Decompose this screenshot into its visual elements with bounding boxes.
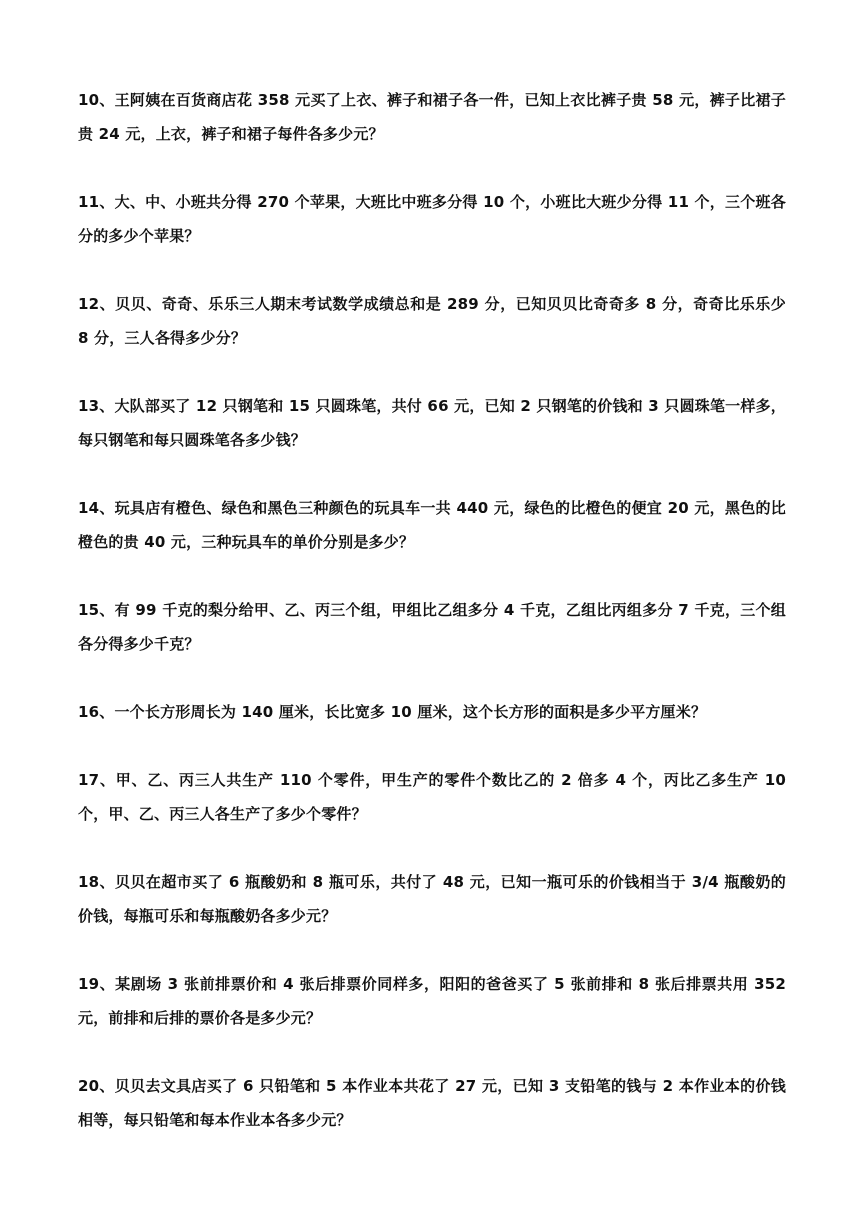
problem-11: 11、大、中、小班共分得 270 个苹果，大班比中班多分得 10 个，小班比大班少分得 11 个，三个班各分的多少个苹果？ (78, 193, 786, 245)
problem-17: 17、甲、乙、丙三人共生产 110 个零件，甲生产的零件个数比乙的 2 倍多 4 个，丙比乙多生产 10 个，甲、乙、丙三人各生产了多少个零件？ (78, 771, 786, 823)
problem-12: 12、贝贝、奇奇、乐乐三人期末考试数学成绩总和是 289 分，已知贝贝比奇奇多 8 分，奇奇比乐乐少 8 分，三人各得多少分？ (78, 295, 786, 347)
problem-18: 18、贝贝在超市买了 6 瓶酸奶和 8 瓶可乐，共付了 48 元，已知一瓶可乐的价钱相当于 3/4 瓶酸奶的价钱，每瓶可乐和每瓶酸奶各多少元？ (78, 873, 786, 925)
problem-10: 10、王阿姨在百货商店花 358 元买了上衣、裤子和裙子各一件，已知上衣比裤子贵 58 元，裤子比裙子贵 24 元，上衣，裤子和裙子每件各多少元？ (78, 91, 786, 143)
problem-16: 16、一个长方形周长为 140 厘米，长比宽多 10 厘米，这个长方形的面积是多少平方厘米？ (78, 703, 707, 721)
problem-14: 14、玩具店有橙色、绿色和黑色三种颜色的玩具车一共 440 元，绿色的比橙色的便宜 20 元，黑色的比橙色的贵 40 元，三种玩具车的单价分别是多少？ (78, 499, 786, 551)
problem-13: 13、大队部买了 12 只钢笔和 15 只圆珠笔，共付 66 元，已知 2 只钢笔的价钱和 3 只圆珠笔一样多，每只钢笔和每只圆珠笔各多少钱？ (78, 397, 786, 449)
problem-15: 15、有 99 千克的梨分给甲、乙、丙三个组，甲组比乙组多分 4 千克，乙组比丙组多分 7 千克，三个组各分得多少千克？ (78, 601, 786, 653)
problem-20: 20、贝贝去文具店买了 6 只铅笔和 5 本作业本共花了 27 元，已知 3 支铅笔的钱与 2 本作业本的价钱相等，每只铅笔和每本作业本各多少元？ (78, 1077, 786, 1129)
problem-19: 19、某剧场 3 张前排票价和 4 张后排票价同样多，阳阳的爸爸买了 5 张前排和 8 张后排票共用 352 元，前排和后排的票价各是多少元？ (78, 975, 786, 1027)
